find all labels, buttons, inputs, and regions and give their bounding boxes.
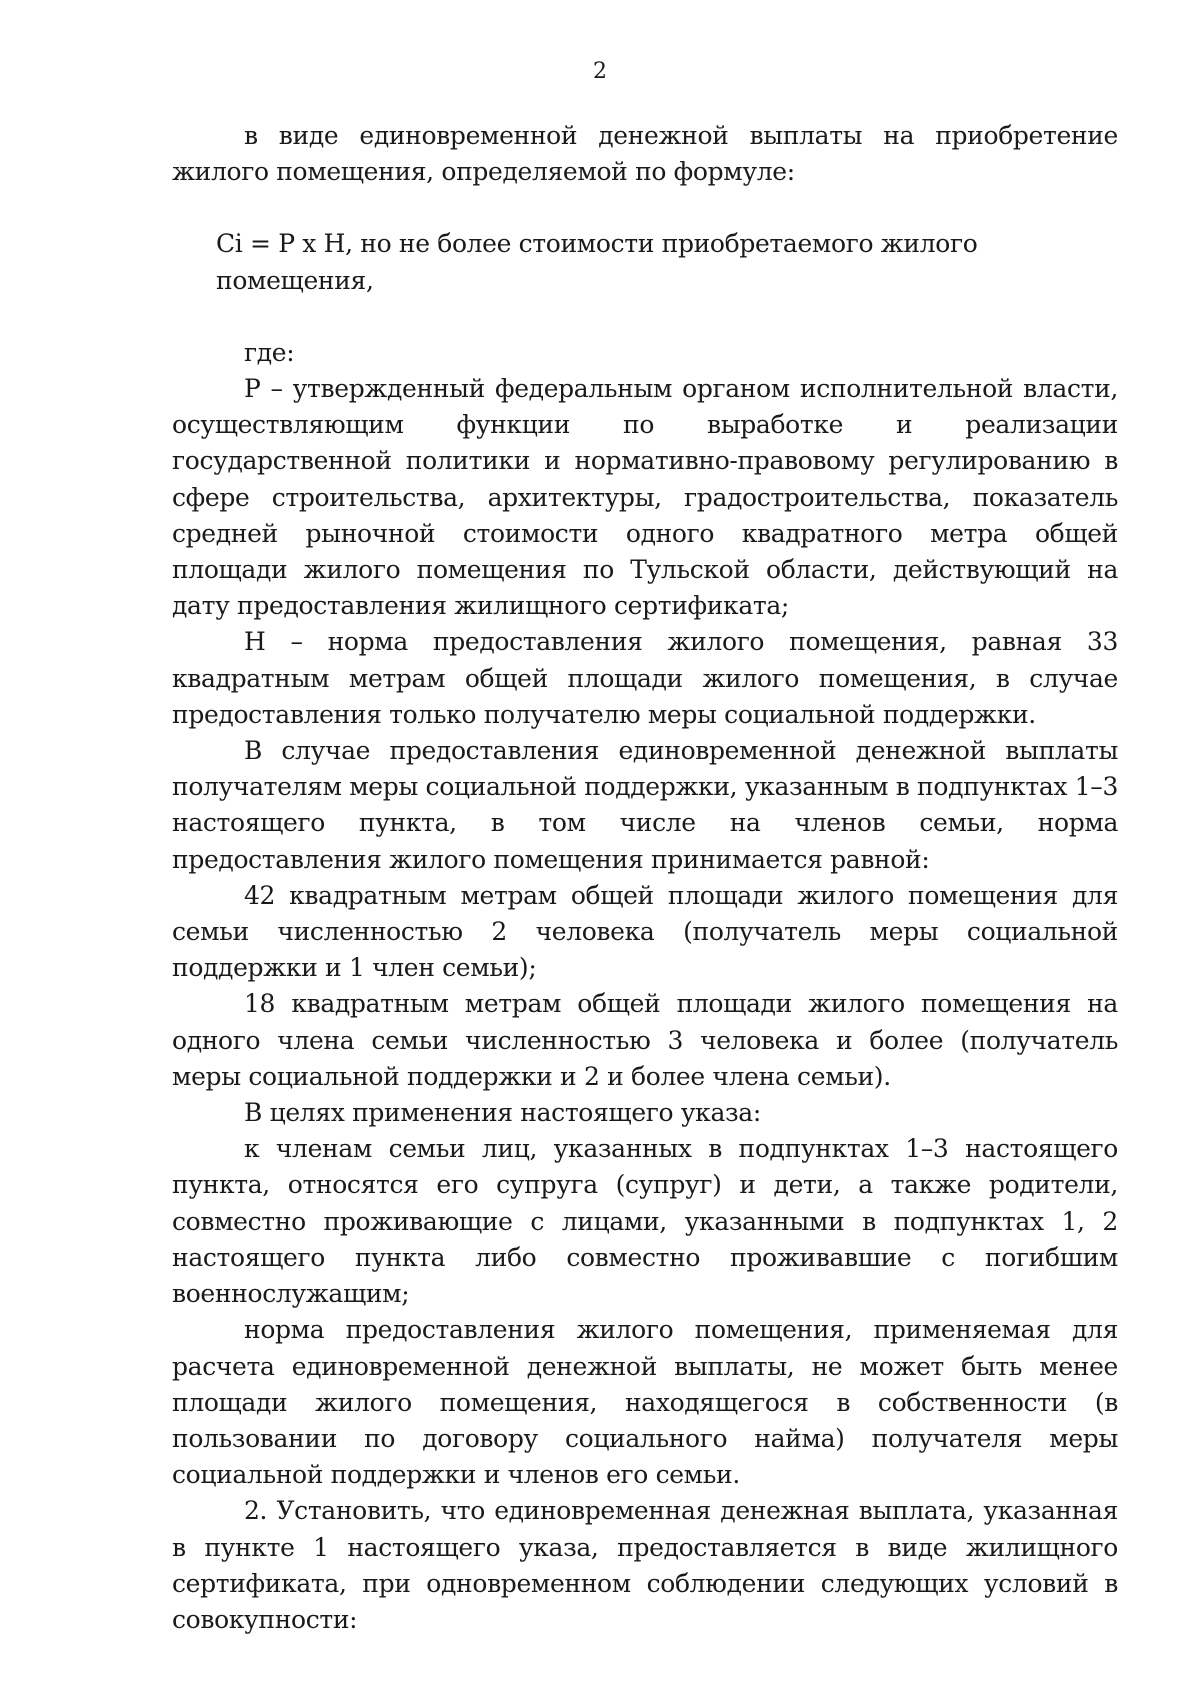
paragraph-42-sqm: 42 квадратным метрам общей площади жилого помещения для семьи численностью 2 человека (получатель меры социальной поддержки и 1 член семьи); — [172, 880, 1118, 983]
paragraph-h-definition: H – норма предоставления жилого помещения, равная 33 квадратным метрам общей площади жилого помещения, в случае предоставления только получателю меры социальной поддержки. — [172, 627, 1118, 729]
paragraph-purpose: В целях применения настоящего указа: — [244, 1098, 761, 1128]
formula: Ci = P x H, но не более стоимости приобретаемого жилого помещения, — [216, 229, 978, 295]
paragraph-family-case: В случае предоставления единовременной денежной выплаты получателям меры социальной поддержки, указанным в подпунктах 1–3 настоящего пункта, в том числе на членов семьи, норма предоставления жилого помещения принимается равной: — [172, 736, 1119, 874]
paragraph-18-sqm: 18 квадратным метрам общей площади жилого помещения на одного члена семьи численностью 3 человека и более (получатель меры социальной поддержки и 2 и более члена семьи). — [172, 989, 1118, 1091]
paragraph-family-members: к членам семьи лиц, указанных в подпунктах 1–3 настоящего пункта, относятся его супруга (супруг) и дети, а также родители, совместно проживающие с лицами, указанными в подпунктах 1, 2 настоящего пункта либо совместно проживавшие с погибшим военнослужащим; — [172, 1134, 1118, 1309]
paragraph-p-definition: P – утвержденный федеральным органом исполнительной власти, осуществляющим функции по выработке и реализации государственной политики и нормативно-правовому регулированию в сфере строительства, архитектуры, градостроительства, показатель средней рыночной стоимости одного квадратного метра общей площади жилого помещения по Тульской области, действующий на дату предоставления жилищного сертификата; — [172, 374, 1118, 621]
paragraph-norm-minimum: норма предоставления жилого помещения, применяемая для расчета единовременной денежной выплаты, не может быть менее площади жилого помещения, находящегося в собственности (в пользовании по договору социального найма) получателя меры социальной поддержки и членов его семьи. — [172, 1315, 1118, 1490]
paragraph-item-2: 2. Установить, что единовременная денежная выплата, указанная в пункте 1 настоящего указа, предоставляется в виде жилищного сертификата, при одновременном соблюдении следующих условий в совокупности: — [172, 1496, 1118, 1634]
paragraph-where: где: — [244, 337, 295, 367]
paragraph-payment-intro: в виде единовременной денежной выплаты на приобретение жилого помещения, определяемой по формуле: — [172, 121, 1118, 187]
page-number: 2 — [593, 59, 607, 84]
document-body — [172, 118, 1118, 1638]
